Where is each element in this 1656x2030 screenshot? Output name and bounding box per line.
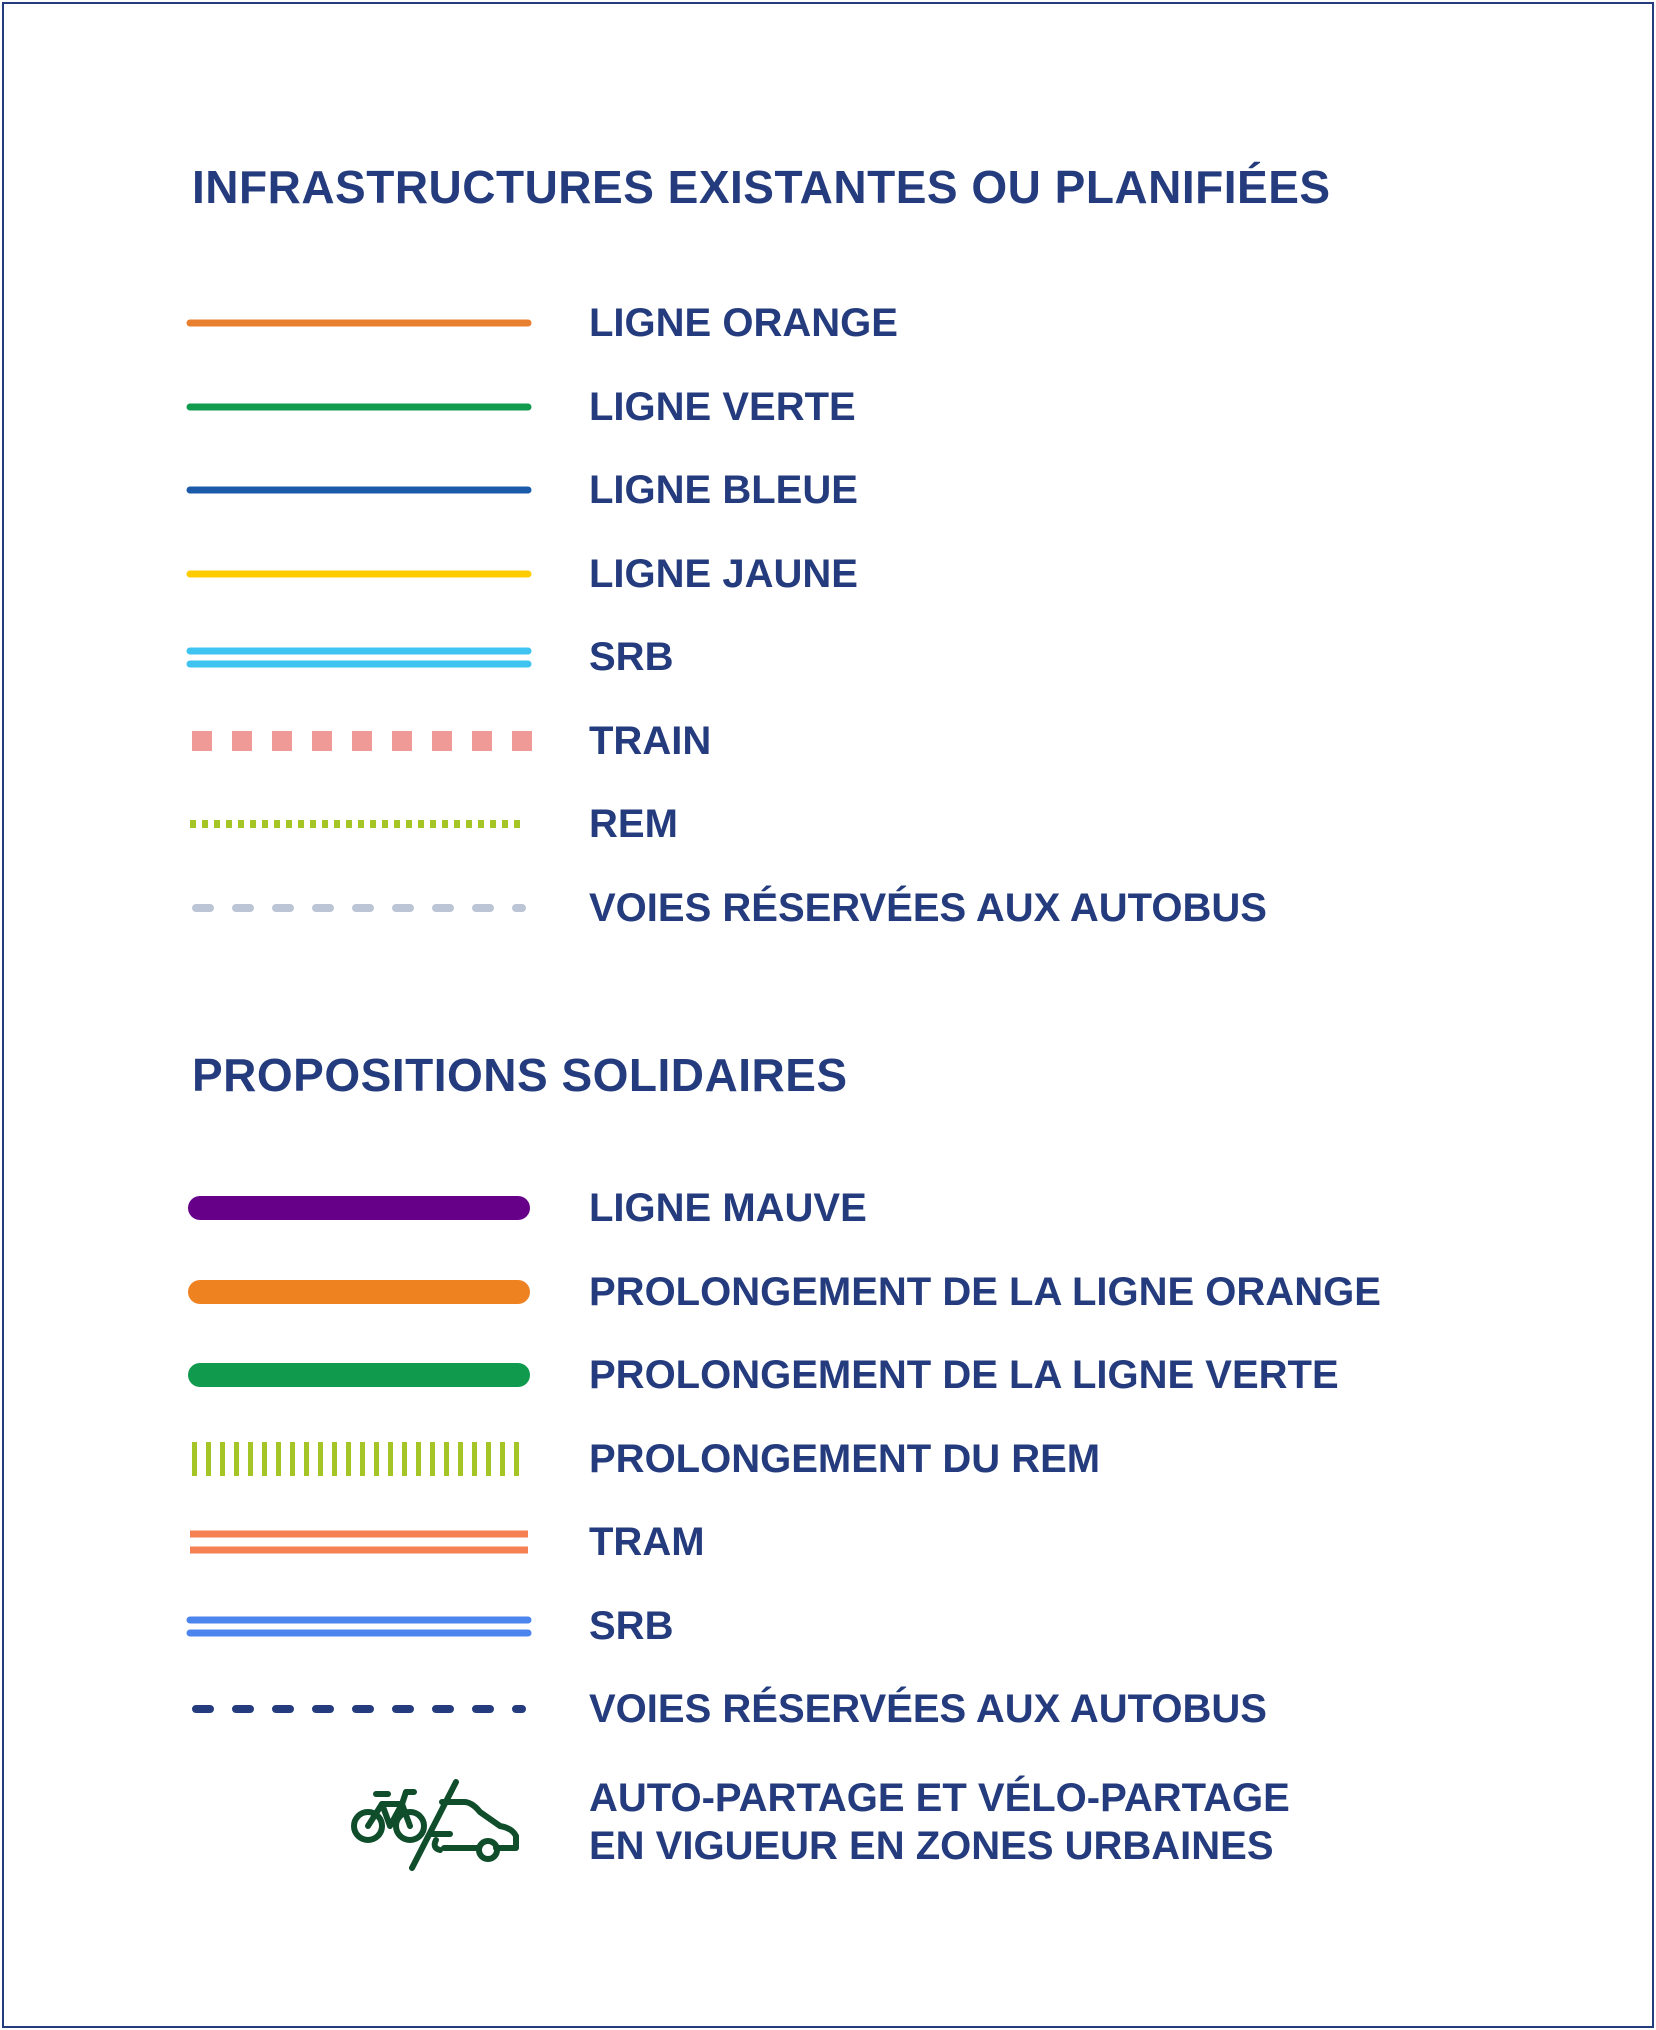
legend-item-label: PROLONGEMENT DE LA LIGNE ORANGE [589, 1269, 1381, 1314]
legend-item [0, 794, 1656, 854]
orange-extension-line-icon [186, 1262, 532, 1322]
legend-item [0, 1429, 1656, 1489]
legend-item [0, 627, 1656, 687]
legend-item-label: REM [589, 802, 678, 846]
legend-item [0, 377, 1656, 437]
mauve-line-icon [186, 1178, 532, 1238]
legend-item [0, 878, 1656, 938]
carshare-legend-item [0, 1764, 1656, 1884]
legend-item-label: PROLONGEMENT DU REM [589, 1436, 1101, 1481]
legend-item [0, 1596, 1656, 1656]
tram-line-icon [186, 1512, 532, 1572]
legend-item [0, 711, 1656, 771]
legend-item-label: VOIES RÉSERVÉES AUX AUTOBUS [589, 885, 1267, 930]
orange-line-icon [186, 293, 532, 353]
carshare-label-line1: AUTO-PARTAGE ET VÉLO-PARTAGE [589, 1776, 1290, 1820]
legend-item-label: VOIES RÉSERVÉES AUX AUTOBUS [589, 1687, 1267, 1731]
legend-item-label: SRB [589, 1603, 674, 1648]
train-line-icon [186, 711, 532, 771]
legend-item-label: LIGNE JAUNE [589, 551, 858, 596]
bus-lane-proposal-line-icon [186, 1679, 532, 1739]
legend-item-label: TRAM [589, 1520, 705, 1564]
bike-car-share-icon [340, 1764, 540, 1884]
blue-line-icon [186, 460, 532, 520]
legend-item [0, 1262, 1656, 1322]
legend-item-label: LIGNE ORANGE [589, 301, 898, 345]
bus-lane-line-icon [186, 878, 532, 938]
proposals-heading: PROPOSITIONS SOLIDAIRES [192, 1049, 848, 1101]
legend-item [0, 1345, 1656, 1405]
carshare-label-line2: EN VIGUEUR EN ZONES URBAINES [589, 1824, 1274, 1868]
yellow-line-icon [186, 544, 532, 604]
legend-item [0, 1178, 1656, 1238]
green-line-icon [186, 377, 532, 437]
legend-item-label: LIGNE MAUVE [589, 1186, 867, 1230]
legend-item [0, 293, 1656, 353]
legend-item-label: SRB [589, 635, 674, 679]
rem-line-icon [186, 794, 532, 854]
legend-item-label: TRAIN [589, 718, 712, 763]
legend-item [0, 1512, 1656, 1572]
legend-item [0, 1679, 1656, 1739]
srb-line-icon [186, 627, 532, 687]
legend-item-label: LIGNE VERTE [589, 384, 856, 429]
srb-proposal-line-icon [186, 1596, 532, 1656]
green-extension-line-icon [186, 1345, 532, 1405]
existing-infrastructure-heading: INFRASTRUCTURES EXISTANTES OU PLANIFIÉES [192, 161, 1331, 213]
legend-item [0, 460, 1656, 520]
legend-item [0, 544, 1656, 604]
rem-extension-line-icon [186, 1429, 532, 1489]
legend-item-label: LIGNE BLEUE [589, 468, 858, 512]
legend-item-label: PROLONGEMENT DE LA LIGNE VERTE [589, 1353, 1339, 1397]
